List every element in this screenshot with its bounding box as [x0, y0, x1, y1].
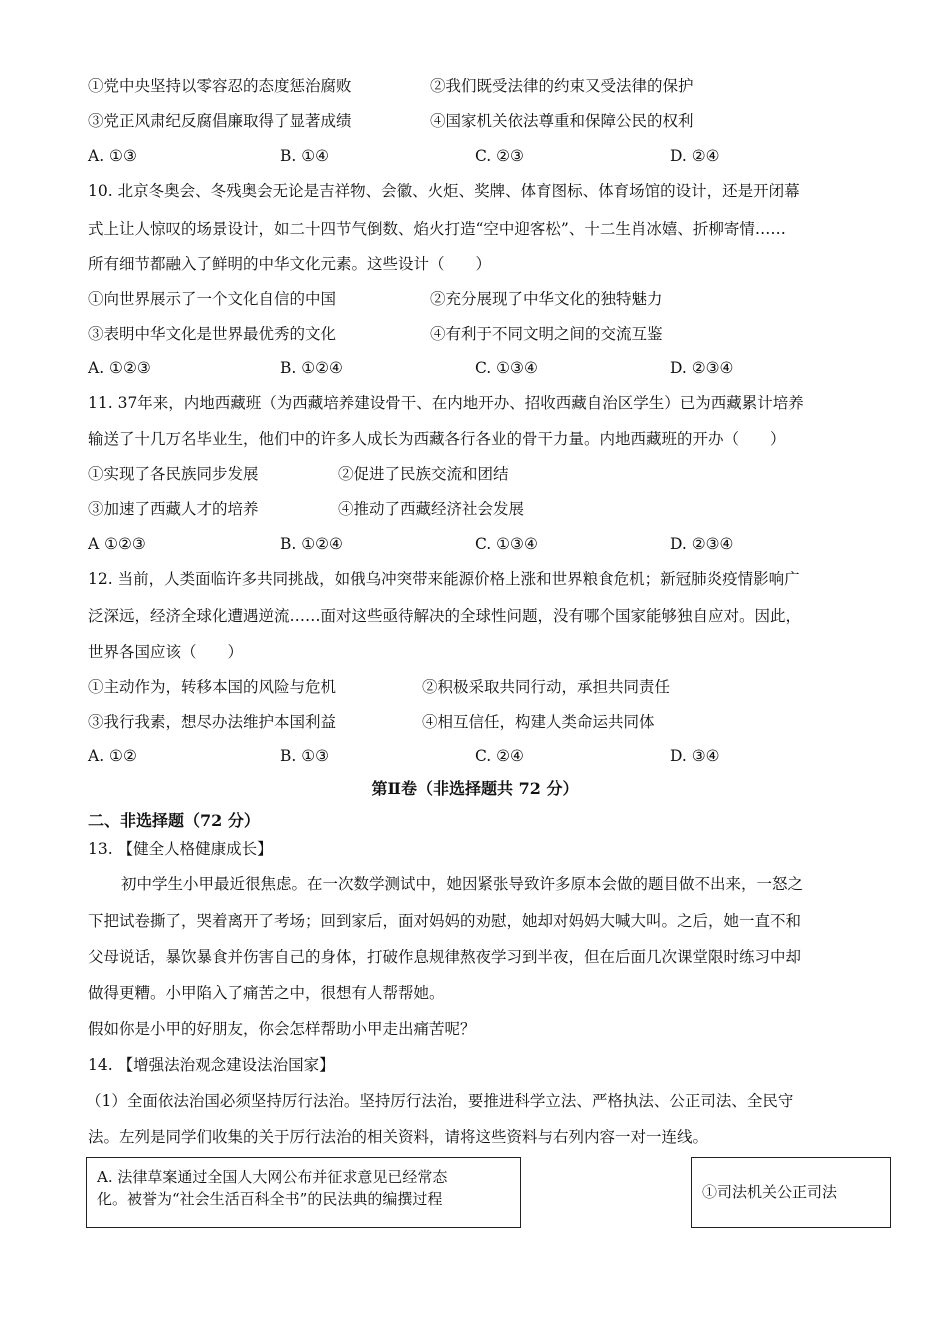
q12-option-2: ②积极采取共同行动，承担共同责任 — [422, 678, 671, 696]
q14-part1-line-1: （1）全面依法治国必须坚持厉行法治。坚持厉行法治，要推进科学立法、严格执法、公正司法、全民守 — [86, 1092, 794, 1110]
left-column-item-a — [86, 1157, 521, 1228]
q13-paragraph-line-2: 下把试卷撕了，哭着离开了考场；回到家后，面对妈妈的劝慰，她却对妈妈大喊大叫。之后，她一直不和 — [88, 912, 802, 930]
q9-choice-c: C. ②③ — [475, 147, 524, 165]
q11-choice-a: A ①②③ — [88, 535, 146, 553]
q11-option-1: ①实现了各民族同步发展 — [88, 465, 259, 483]
q12-option-1: ①主动作为，转移本国的风险与危机 — [88, 678, 337, 696]
q12-option-3: ③我行我素，想尽办法维护本国利益 — [88, 713, 337, 731]
q10-option-4: ④有利于不同文明之间的交流互鉴 — [430, 325, 663, 343]
q10-choice-d: D. ②③④ — [670, 359, 734, 377]
q11-stem-line-1: 11. 37年来，内地西藏班（为西藏培养建设骨干、在内地开办、招收西藏自治区学生）已为西藏累计培养 — [88, 394, 804, 412]
q10-stem-line-1: 10. 北京冬奥会、冬残奥会无论是吉祥物、会徽、火炬、奖牌、体育图标、体育场馆的设计，还是开闭幕 — [88, 182, 800, 200]
q12-stem-line-2: 泛深远，经济全球化遭遇逆流……面对这些亟待解决的全球性问题，没有哪个国家能够独自应对。因此， — [88, 607, 802, 625]
q10-choice-b: B. ①②④ — [280, 359, 343, 377]
q13-paragraph-line-1: 初中学生小甲最近很焦虑。在一次数学测试中，她因紧张导致许多原本会做的题目做不出来，一怒之 — [121, 875, 804, 893]
q13-paragraph-line-4: 做得更糟。小甲陷入了痛苦之中，很想有人帮帮她。 — [88, 984, 445, 1002]
q11-choice-c: C. ①③④ — [475, 535, 538, 553]
q11-option-4: ④推动了西藏经济社会发展 — [338, 500, 525, 518]
q12-stem-line-1: 12. 当前，人类面临许多共同挑战，如俄乌冲突带来能源价格上涨和世界粮食危机；新冠肺炎疫情影响广 — [88, 570, 800, 588]
q12-choice-c: C. ②④ — [475, 747, 524, 765]
q11-choice-d: D. ②③④ — [670, 535, 734, 553]
left-item-a-line-2: 化。被誉为“社会生活百科全书”的民法典的编撰过程 — [97, 1190, 443, 1208]
q10-option-3: ③表明中华文化是世界最优秀的文化 — [88, 325, 337, 343]
q13-question: 假如你是小甲的好朋友，你会怎样帮助小甲走出痛苦呢？ — [88, 1020, 476, 1038]
q10-stem-line-2: 式上让人惊叹的场景设计，如二十四节气倒数、焰火打造“空中迎客松”、十二生肖冰嬉、折柳寄情…… — [88, 220, 786, 238]
q11-option-2: ②促进了民族交流和团结 — [338, 465, 509, 483]
q11-option-3: ③加速了西藏人才的培养 — [88, 500, 259, 518]
left-item-a-line-1: A. 法律草案通过全国人大网公布并征求意见已经常态 — [97, 1168, 448, 1186]
q10-choice-a: A. ①②③ — [88, 359, 151, 377]
q10-choice-c: C. ①③④ — [475, 359, 538, 377]
part-two-title: 第Ⅱ卷（非选择题共 72 分） — [371, 779, 579, 798]
q14-part1-line-2: 法。左列是同学们收集的关于厉行法治的相关资料，请将这些资料与右列内容一对一连线。 — [88, 1128, 709, 1146]
right-column-item-1 — [691, 1157, 891, 1228]
q12-option-4: ④相互信任，构建人类命运共同体 — [422, 713, 655, 731]
q14-heading: 14. 【增强法治观念建设法治国家】 — [88, 1056, 335, 1074]
q9-option-1: ①党中央坚持以零容忍的态度惩治腐败 — [88, 77, 352, 95]
q9-option-4: ④国家机关依法尊重和保障公民的权利 — [430, 112, 694, 130]
q12-choice-b: B. ①③ — [280, 747, 330, 765]
q9-option-3: ③党正风肃纪反腐倡廉取得了显著成绩 — [88, 112, 352, 130]
q12-choice-d: D. ③④ — [670, 747, 720, 765]
q12-stem-line-3: 世界各国应该（ ） — [88, 643, 244, 661]
q9-choice-b: B. ①④ — [280, 147, 330, 165]
q10-option-2: ②充分展现了中华文化的独特魅力 — [430, 290, 663, 308]
q9-option-2: ②我们既受法律的约束又受法律的保护 — [430, 77, 694, 95]
q10-stem-line-3: 所有细节都融入了鲜明的中华文化元素。这些设计（ ） — [88, 255, 492, 273]
q10-option-1: ①向世界展示了一个文化自信的中国 — [88, 290, 337, 308]
q11-choice-b: B. ①②④ — [280, 535, 343, 553]
q11-stem-line-2: 输送了十几万名毕业生，他们中的许多人成长为西藏各行各业的骨干力量。内地西藏班的开办（ ） — [88, 430, 786, 448]
q13-heading: 13. 【健全人格健康成长】 — [88, 840, 273, 858]
q9-choice-a: A. ①③ — [88, 147, 137, 165]
right-item-1-text: ①司法机关公正司法 — [702, 1183, 838, 1201]
section-heading: 二、非选择题（72 分） — [88, 811, 260, 830]
q12-choice-a: A. ①② — [88, 747, 137, 765]
q13-paragraph-line-3: 父母说话，暴饮暴食并伤害自己的身体，打破作息规律熬夜学习到半夜，但在后面几次课堂限时练习中却 — [88, 948, 802, 966]
q9-choice-d: D. ②④ — [670, 147, 720, 165]
